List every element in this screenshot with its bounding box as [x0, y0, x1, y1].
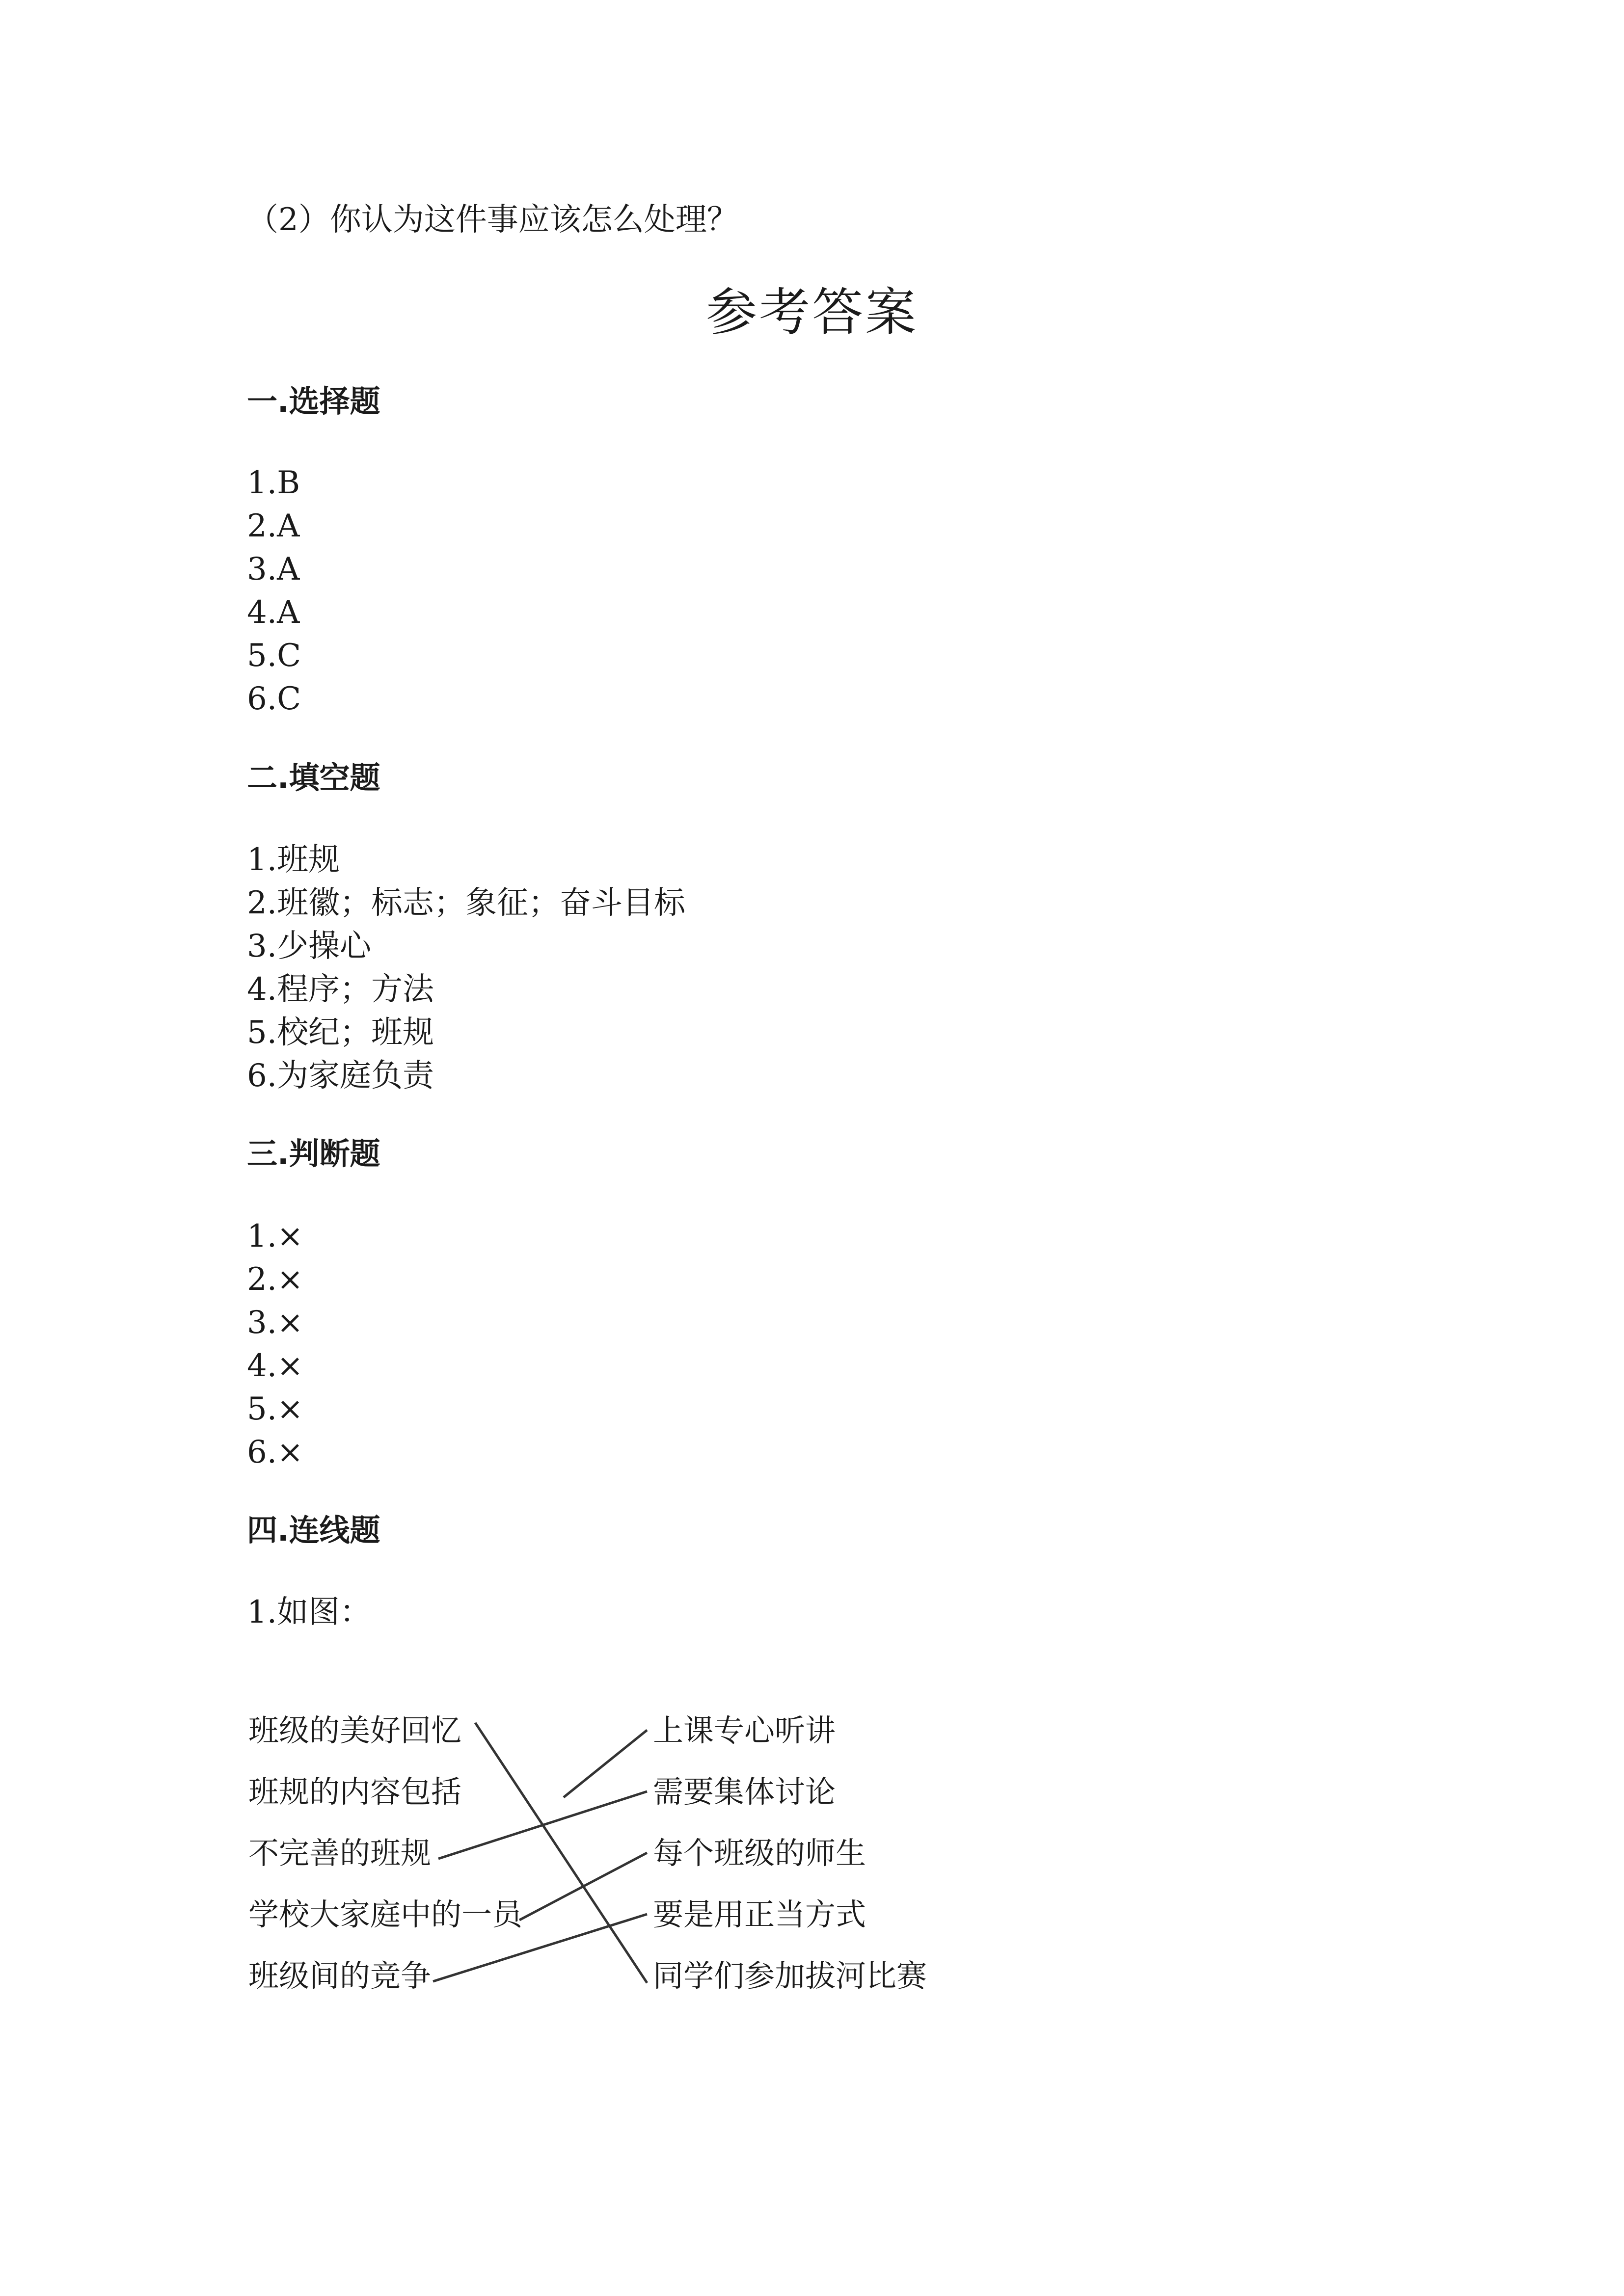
list-item: 2.班徽；标志；象征；奋斗目标: [247, 885, 686, 921]
list-item: 4.程序；方法: [247, 971, 434, 1008]
list-item: 4.×: [247, 1348, 303, 1384]
list-item: 5.×: [247, 1391, 303, 1427]
connection-line: [475, 1723, 647, 1983]
matching-note: 1.如图：: [247, 1594, 372, 1630]
section-heading-choice: 一.选择题: [247, 383, 380, 419]
section-heading-fill: 二.填空题: [247, 760, 380, 796]
list-item: 1.×: [247, 1218, 303, 1255]
list-item: 5.C: [247, 638, 301, 674]
connection-line: [564, 1730, 647, 1797]
list-item: 2.×: [247, 1261, 303, 1298]
list-item: 3.×: [247, 1305, 303, 1341]
list-item: 2.A: [247, 508, 300, 544]
connection-lines: [433, 1723, 647, 1983]
right-column: [653, 1712, 927, 1994]
right-item: 需要集体讨论: [653, 1774, 836, 1810]
right-item: 要是用正当方式: [653, 1896, 866, 1932]
left-item: 学校大家庭中的一员: [248, 1896, 523, 1932]
list-item: 4.A: [247, 594, 300, 631]
section-heading-matching: 四.连线题: [247, 1512, 380, 1548]
left-item: 班级的美好回忆: [248, 1712, 462, 1748]
list-item: 3.少操心: [247, 928, 372, 964]
right-item: 同学们参加拔河比赛: [653, 1958, 927, 1994]
right-item: 上课专心听讲: [653, 1712, 836, 1748]
connection-line: [519, 1853, 647, 1920]
left-column: [248, 1712, 524, 1994]
left-item: 班级间的竞争: [248, 1958, 432, 1994]
connection-line: [438, 1791, 647, 1859]
list-item: 1.B: [247, 465, 300, 501]
list-item: 5.校纪；班规: [247, 1015, 434, 1051]
question-text: （2）你认为这件事应该怎么处理？: [247, 202, 738, 238]
section-heading-judge: 三.判断题: [247, 1136, 380, 1172]
left-item: 班规的内容包括: [248, 1774, 462, 1810]
list-item: 6.×: [247, 1434, 303, 1470]
page-title: 参考答案: [705, 282, 918, 342]
list-item: 6.为家庭负责: [247, 1058, 434, 1094]
left-item: 不完善的班规: [248, 1835, 432, 1871]
list-item: 6.C: [247, 681, 301, 717]
right-item: 每个班级的师生: [653, 1835, 866, 1871]
list-item: 1.班规: [247, 842, 340, 878]
list-item: 3.A: [247, 551, 300, 587]
